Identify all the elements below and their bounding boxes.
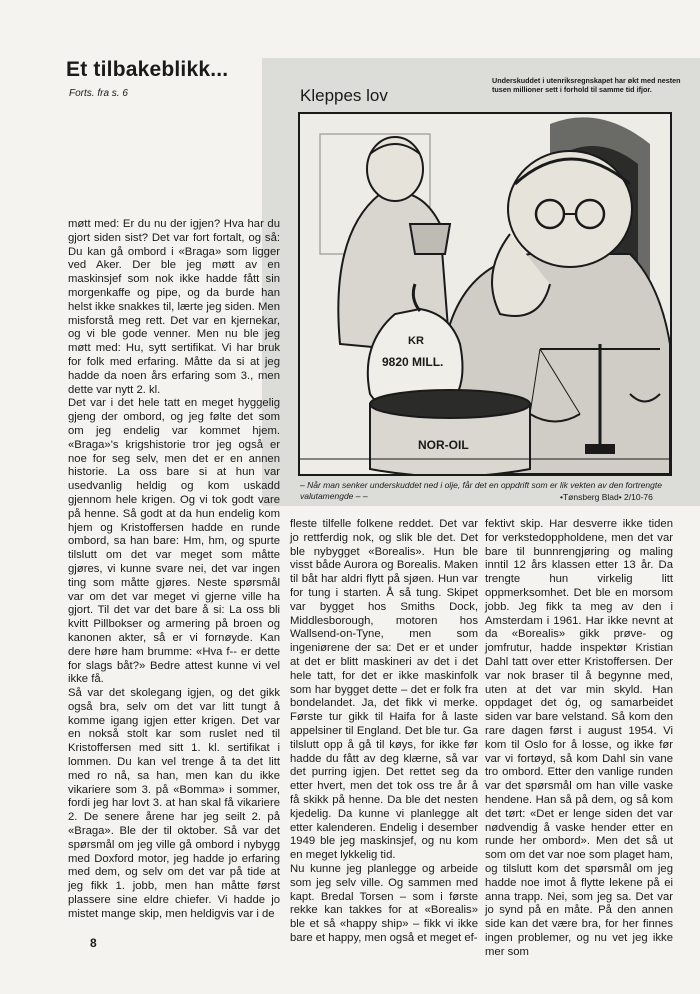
cartoon-note: Underskuddet i utenriksregnskapet har økt med nesten tusen millioner sett i forhold til samme tid ifjor. [492, 76, 681, 94]
paragraph: fleste tilfelle folkene reddet. Det var jo rettferdig nok, og slik ble det. Det ble nybygget «Borealis». Hun ble visst både Aurora og Borealis. Maken til båt har aldri flytt på sjøen. Hun var for tung i starten. Å så tung. Skipet var bygget hos Smiths Dock, Middlesborough, motoren hos Wallsend-on-Tyne, men som ingeniørene der sa: Det er et under at det er blitt maskineri av det i det hele tatt, for det er ikke maskinfolk som har bygget dette – det er folk fra bondelandet. Ja, det fikk vi merke. Første tur gikk til Haifa for å laste appelsiner til England. Det ble tur. Ga tilslutt opp å gå til køys, for ikke før hadde du fått av deg klærne, så var det purring igjen. Det rettet seg da etter hvert, men det tok oss tre år å få skikk på henne. Da ble det nesten kjedelig. Da kunne vi planlegge alt etter kalenderen. Endelig i desember 1949 ble jeg maskinsjef, og nu kom en meget lykkelig tid. [290, 518, 478, 862]
paragraph: Så var det skolegang igjen, og det gikk også bra, selv om det var litt tungt å komme igang igjen etter krigen. Det var en nokså stolt kar som ruslet ned til Kristoffersen med sitt 1. kl. sertifikat i lommen. Du kan vel trenge å ta det litt med ro nå, sa han, men kan du ikke vikariere som 3. på «Bomma» i sommer, fordi jeg har lovt 3. at han skal få vikariere 2. De senere årene har jeg seilt 2. på «Braga». Ble der til oktober. Så var det spørsmål om jeg ville gå ombord i nybygg med Doxford motor, jeg hadde jo erfaring med dem, og selv om det var på tide at jeg fikk 1. jobb, men han måtte først plassere sine eldre chiefer. Vi hadde jo mistet mange skip, men heldigvis var i de [68, 687, 280, 920]
cartoon-title: Kleppes lov [300, 86, 388, 105]
bag-label-amount: 9820 MILL. [382, 355, 444, 369]
bag-label-kr: KR [408, 335, 424, 347]
continued-note: Forts. fra s. 6 [69, 88, 128, 99]
article-title: Et tilbakeblikk... [66, 58, 229, 81]
article-column-3 [485, 518, 673, 960]
paragraph: Det var i det hele tatt en meget hyggelig gjeng der ombord, og jeg følte det som om jeg endelig var kommet hjem. «Braga»'s krigshistorie tror jeg også er noe for seg selv, men det er en annen historie. La oss bare si at hun var usedvanlig heldig og kom uskadd gjennom hele krigen. Og vi tok godt vare på henne. Så godt at da hun endelig kom hjem og Kristoffersen hadde en runde ombord, sa han bare: Hm, hm, og spurte tilslutt om det var meget som måtte gjøres, vi kunne svare nei, det var ingen ting som måtte gjøres. Neste spørsmål var om det var meget vi gjerne ville ha gjort. Til det var det bare å si: La oss bli kvitt Pillbokser og armering på broen og kanonen akter, så er vi fornøyde. Kan dere høre ham brumme: «Hva f-- er dette for slags båt?» Bedre attest kunne vi vel ikke få. [68, 397, 280, 686]
cartoon-source: •Tønsberg Blad• 2/10-76 [560, 492, 653, 502]
paragraph: møtt med: Er du nu der igjen? Hva har du gjort siden sist? Det var fort fortalt, og så: Du kan gå ombord i «Braga» som ligger ved Aker. Der ble jeg møtt av en maskinsjef som nok ikke hadde fått sin morgenkaffe og pipe, og da burde han helst ikke snakkes til, lærte jeg siden. Men misforstå meg rett. Det var en kjernekar, og vi ble gode venner. Men nu ble jeg møtt med: Hu, sytt sertifikat. Vi har bruk for folk med erfaring. Måtte da si at jeg hadde da noen års erfaring som 3., men dette var nytt 2. kl. [68, 218, 280, 396]
barrel-label: NOR-OIL [418, 438, 469, 452]
article-column-2 [290, 518, 478, 946]
paragraph: Nu kunne jeg planlegge og arbeide som jeg selv ville. Og sammen med kapt. Bredal Torsen – som i første rekke kan takkes for at «Borealis» ble et så «happy ship» – fikk vi ikke bare et happy, men også et meget ef- [290, 862, 478, 944]
cartoon-caption: – Når man senker underskuddet ned i olje, får det en oppdrift som er lik vekten av den fortrengte valutamengde – – [300, 480, 662, 501]
cartoon-image [298, 112, 672, 476]
page-number: 8 [90, 936, 97, 950]
paragraph: fektivt skip. Har desverre ikke tiden for verkstedoppholdene, men det var bare til bunnrengjøring og maling inntil 12 års klassen etter 13 år. Da trengte hun virkelig litt oppmerksomhet. Det ble en morsom jobb. Jeg fikk ta meg av den i Amsterdam i 1961. Har ikke nevnt at da «Borealis» gikk prøve- og jomfrutur, hadde inspektør Kristian Dahl tatt over etter Kristoffersen. Der var nok braser til å begynne med, uten at det var min skyld. Han oppdaget det óg, og samarbeidet siden var bare velstand. Så kom den rare dagen først i august 1954. Vi kom til Oslo for å losse, og ikke før var vi fortøyd, så kom Dahl sin vane tro ombord. Etter den vanlige runden var det spørsmål om han ville vaske hendene. Han så på dem, og så kom det tørt: «Det er lenge siden det var nødvendig å vaske hender etter en runde her ombord». Men det så ut som om det var noe som plaget ham, og tilslutt kom det spørsmål om jeg hadde noe imot å flytte lekene på ei anna trapp. Nei, som jeg sa. Det var jo synd på en måte. På den annen side kan det være bra, for her finnes ingen problemer, og nu vet jeg ikke mer som [485, 518, 673, 958]
article-column-1 [68, 218, 280, 922]
